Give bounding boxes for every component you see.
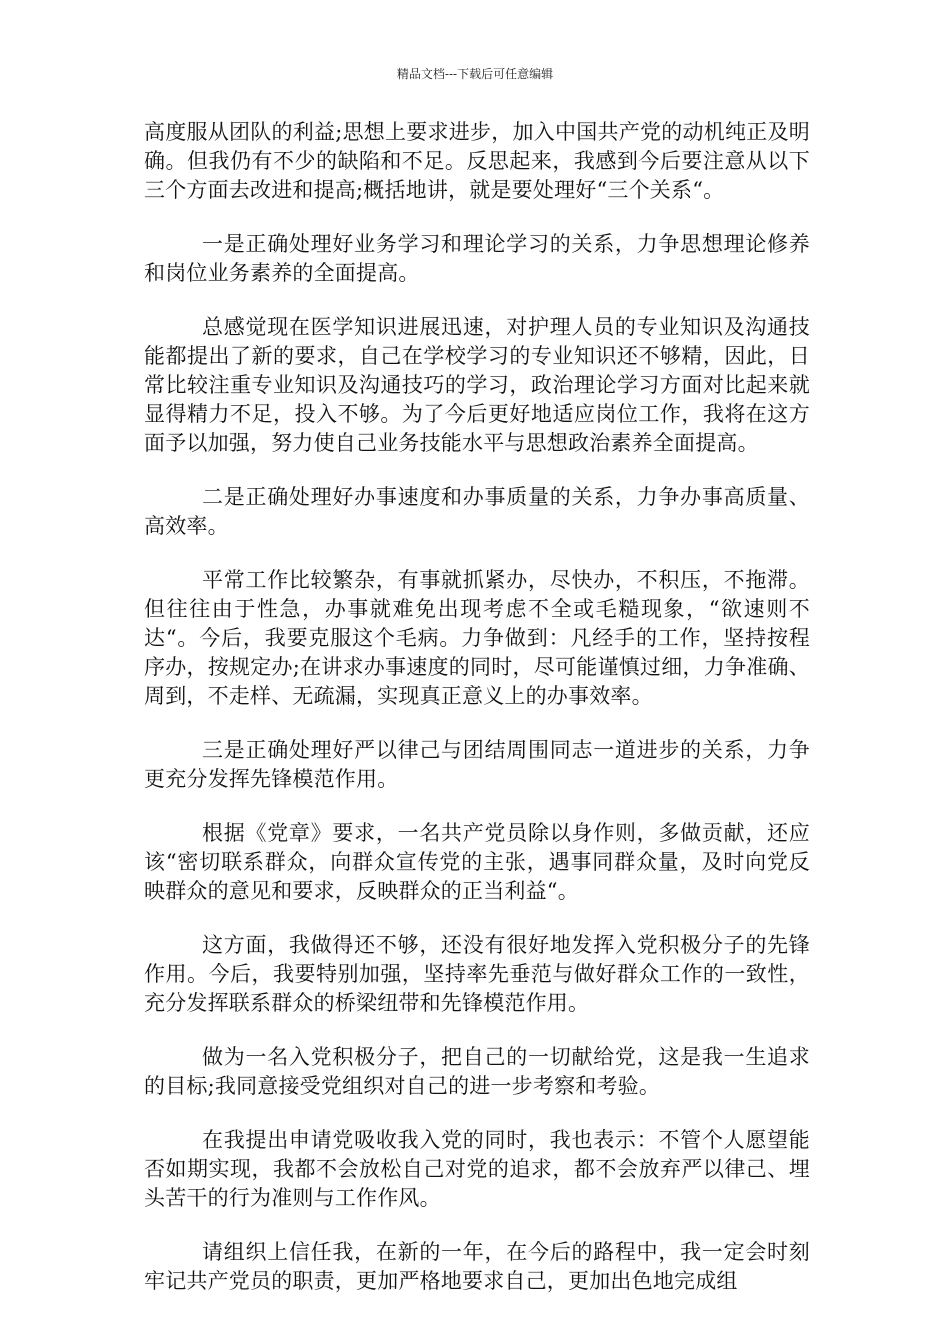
- paragraph: 总感觉现在医学知识进展迅速，对护理人员的专业知识及沟通技能都提出了新的要求，自己在学校学习的专业知识还不够精，因此，日常比较注重专业知识及沟通技巧的学习，政治理论学习方面对比起来就显得精力不足，投入不够。为了今后更好地适应岗位工作，我将在这方面予以加强，努力使自己业务技能水平与思想政治素养全面提高。: [144, 315, 810, 455]
- paragraph: 平常工作比较繁杂，有事就抓紧办，尽快办，不积压，不拖滞。但往往由于性急，办事就难免出现考虑不全或毛糙现象，“欲速则不达“。今后，我要克服这个毛病。力争做到：凡经手的工作，坚持按程序办，按规定办;在讲求办事速度的同时，尽可能谨慎过细，力争准确、周到，不走样、无疏漏，实现真正意义上的办事效率。: [144, 568, 810, 708]
- paragraph: 根据《党章》要求，一名共产党员除以身作则，多做贡献，还应该“密切联系群众，向群众宣传党的主张，遇事同群众量，及时向党反映群众的意见和要求，反映群众的正当利益“。: [144, 821, 810, 903]
- paragraph: 高度服从团队的利益;思想上要求进步，加入中国共产党的动机纯正及明确。但我仍有不少的缺陷和不足。反思起来，我感到今后要注意从以下三个方面去改进和提高;概括地讲，就是要处理好“三个关系“。: [144, 120, 810, 202]
- paragraph: 三是正确处理好严以律己与团结周围同志一道进步的关系，力争更充分发挥先锋模范作用。: [144, 738, 810, 791]
- document-body: [144, 118, 810, 1296]
- paragraph: 做为一名入党积极分子，把自己的一切献给党，这是我一生追求的目标;我同意接受党组织对自己的进一步考察和考验。: [144, 1045, 810, 1098]
- page-header: 精品文档---下载后可任意编辑: [396, 67, 554, 81]
- paragraph: 这方面，我做得还不够，还没有很好地发挥入党积极分子的先锋作用。今后，我要特别加强，坚持率先垂范与做好群众工作的一致性，充分发挥联系群众的桥梁纽带和先锋模范作用。: [144, 933, 810, 1015]
- paragraph: 请组织上信任我，在新的一年，在今后的路程中，我一定会时刻牢记共产党员的职责，更加严格地要求自己，更加出色地完成组: [144, 1240, 810, 1293]
- paragraph: 一是正确处理好业务学习和理论学习的关系，力争思想理论修养和岗位业务素养的全面提高。: [144, 232, 810, 285]
- paragraph: 二是正确处理好办事速度和办事质量的关系，力争办事高质量、高效率。: [144, 485, 810, 538]
- paragraph: 在我提出申请党吸收我入党的同时，我也表示：不管个人愿望能否如期实现，我都不会放松自己对党的追求，都不会放弃严以律己、埋头苦干的行为准则与工作作风。: [144, 1128, 810, 1210]
